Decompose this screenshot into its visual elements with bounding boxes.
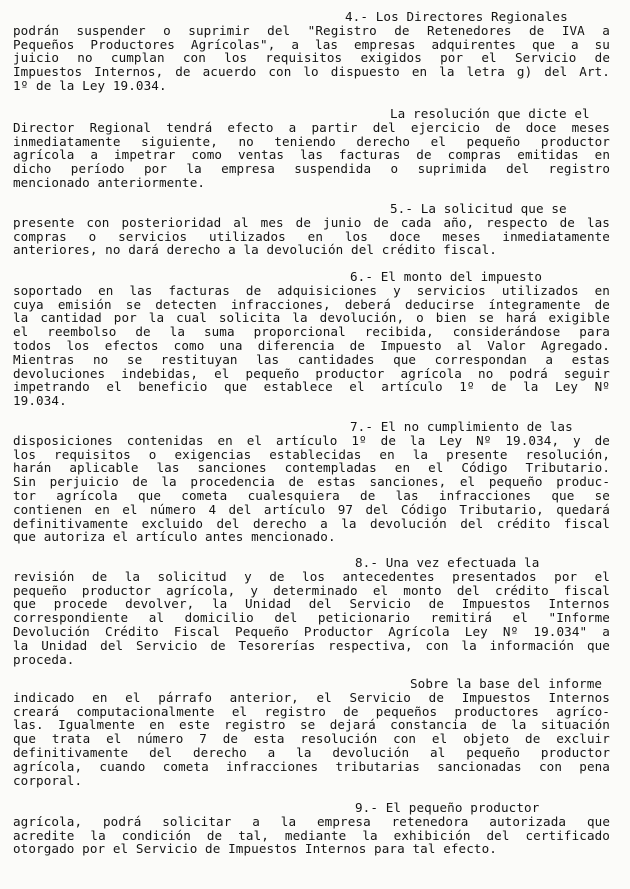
text-line: 7.- El no cumplimiento de las	[350, 419, 573, 434]
text-line: revisión de la solicitud y de los antecedentes presentados por el	[13, 568, 610, 584]
text-line: mencionado anteriormente.	[13, 174, 206, 190]
text-line: agrícola a impetrar como ventas las facturas de compras emitidas en	[13, 147, 610, 163]
text-line: que procede devolver, la Unidad del Servicio de Impuestos Internos	[13, 596, 610, 612]
text-line: otorgado por el Servicio de Impuestos Internos para tal efecto.	[13, 841, 497, 857]
text-line: proceda.	[13, 651, 75, 667]
paragraph-registro	[0, 677, 630, 787]
text-line: disposiciones contenidas en el artículo 1º de la Ley Nº 19.034, y de	[13, 432, 610, 448]
paragraph-art-7	[0, 420, 630, 544]
text-line: soportado en las facturas de adquisiciones y servicios utilizados en	[13, 282, 610, 298]
paragraph-resolucion	[0, 107, 630, 190]
paragraph-art-4	[0, 10, 630, 93]
text-line: la Unidad del Servicio de Tesorerías respectiva, con la información que	[13, 637, 610, 653]
text-line: Devolución Crédito Fiscal Pequeño Productor Agrícola Ley Nº 19.034" a	[13, 623, 610, 639]
text-line: la cantidad por la cual solicita la devolución, o bien se hará exigible	[13, 310, 610, 326]
text-line: Impuestos Internos, de acuerdo con lo dispuesto en la letra g) del Art.	[13, 64, 610, 80]
text-line: Mientras no se restituyan las cantidades que correspondan a estas	[13, 351, 610, 367]
text-line: acredite la condición de tal, mediante la exhibición del certificado	[13, 827, 610, 843]
text-line: Sobre la base del informe	[410, 676, 603, 691]
text-line: correspondiente al domicilio del peticionario remitirá el "Informe	[13, 610, 610, 626]
paragraph-art-6	[0, 270, 630, 408]
text-line: presente con posterioridad al mes de junio de cada año, respecto de las	[13, 214, 610, 230]
text-line: compras o servicios utilizados en los doce meses inmediatamente	[13, 228, 610, 244]
text-line: creará computacionalmente el registro de pequeños productores agríco-	[13, 703, 610, 719]
text-line: harán aplicable las sanciones contempladas en el Código Tributario.	[13, 460, 610, 476]
paragraph-art-5	[0, 202, 630, 257]
text-line: 1º de la Ley 19.034.	[13, 77, 167, 93]
text-line: 8.- Una vez efectuada la	[355, 555, 540, 570]
text-line: 9.- El pequeño productor	[355, 800, 540, 815]
text-line: definitivamente excluido del derecho a la devolución del crédito fiscal	[13, 515, 610, 531]
text-line: podrán suspender o suprimir del "Registro de Retenedores de IVA a	[13, 22, 610, 38]
text-line: Director Regional tendrá efecto a partir del ejercicio de doce meses	[13, 119, 610, 135]
text-line: 19.034.	[13, 393, 67, 409]
paragraph-art-8	[0, 556, 630, 666]
text-line: 5.- La solicitud que se	[390, 201, 567, 216]
text-line: agrícola, podrá solicitar a la empresa retenedora autorizada que	[13, 813, 610, 829]
text-line: pequeño productor agrícola, y determinado el monto del crédito fiscal	[13, 582, 610, 598]
text-line: contienen en el número 4 del artículo 97 del Código Tributario, quedará	[13, 501, 610, 517]
text-line: tor agrícola que cometa cualesquiera de las infracciones que se	[13, 487, 610, 503]
text-line: indicado en el párrafo anterior, el Servicio de Impuestos Internos	[13, 689, 610, 705]
text-line: corporal.	[13, 772, 83, 788]
paragraph-art-9	[0, 801, 630, 856]
text-line: La resolución que dicte el	[390, 106, 590, 121]
text-line: que trata el número 7 de esta resolución con el objeto de excluir	[13, 731, 610, 747]
text-line: definitivamente del derecho a la devolución al pequeño productor	[13, 744, 610, 760]
text-line: que autoriza el artículo antes mencionado.	[13, 529, 336, 545]
text-line: 4.- Los Directores Regionales	[345, 9, 568, 24]
text-line: inmediatamente siguiente, no teniendo derecho el pequeño productor	[13, 133, 610, 149]
text-line: juicio no cumplan con los requisitos exigidos por el Servicio de	[13, 50, 610, 66]
text-line: las. Igualmente en este registro se dejará constancia de la situación	[13, 717, 610, 733]
text-line: 6.- El monto del impuesto	[350, 269, 543, 284]
text-line: devoluciones indebidas, el pequeño productor agrícola no podrá seguir	[13, 365, 610, 381]
text-line: dicho período por la empresa suspendida o suprimida del registro	[13, 161, 610, 177]
text-line: anteriores, no dará derecho a la devolución del crédito fiscal.	[13, 242, 497, 258]
text-line: Pequeños Productores Agrícolas", a las empresas adquirentes que a su	[13, 36, 610, 52]
text-line: agrícola, cuando cometa infracciones tributarias sancionadas con pena	[13, 758, 610, 774]
text-line: cuya emisión se detecten infracciones, deberá deducirse íntegramente de	[13, 296, 610, 312]
text-line: el reembolso de la suma proporcional recibida, considerándose para	[13, 324, 610, 340]
text-line: Sin perjuicio de la procedencia de estas sanciones, el pequeño produc-	[13, 474, 610, 490]
text-line: impetrando el beneficio que establece el artículo 1º de la Ley Nº	[13, 379, 610, 395]
text-line: todos los efectos como una diferencia de Impuesto al Valor Agregado.	[13, 337, 610, 353]
text-line: los requisitos o exigencias establecidas en la presente resolución,	[13, 446, 610, 462]
